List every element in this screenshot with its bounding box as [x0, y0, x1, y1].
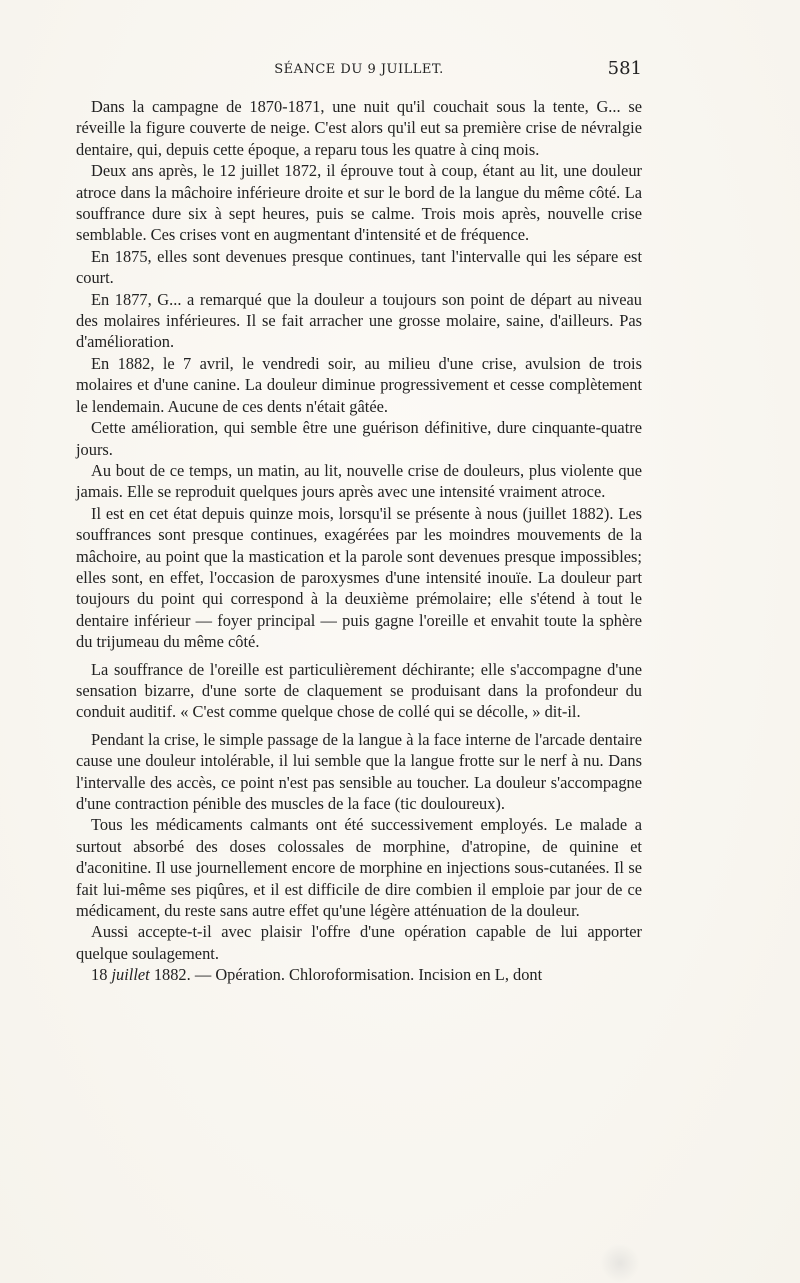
paragraph: Aussi accepte-t-il avec plaisir l'offre d'une opération capable de lui apporter quelque soulagement.	[76, 922, 642, 963]
date-month: juillet	[111, 965, 150, 985]
page-header	[76, 56, 642, 86]
final-line	[76, 964, 642, 985]
paper-speck	[600, 1243, 640, 1283]
body-text	[76, 96, 642, 986]
paragraph: Pendant la crise, le simple passage de la langue à la face interne de l'arcade dentaire cause une douleur intolérable, il lui semble que la langue frotte sur le nerf à nu. Dans l'intervalle des accès, ce point n'est pas sensible au toucher. La douleur s'accompagne d'une contraction pénible des muscles de la face (tic douloureux).	[76, 729, 642, 813]
paragraph: Au bout de ce temps, un matin, au lit, nouvelle crise de douleurs, plus violente que jamais. Elle se reproduit quelques jours après avec une intensité vraiment atroce.	[76, 460, 642, 502]
paragraph: En 1882, le 7 avril, le vendredi soir, au milieu d'une crise, avulsion de trois molaires et d'une canine. La douleur diminue progressivement et cesse complètement le lendemain. Aucune de ces dents n'était gâtée.	[76, 353, 642, 416]
paragraph: En 1875, elles sont devenues presque continues, tant l'intervalle qui les sépare est court.	[76, 246, 642, 288]
paragraph: En 1877, G... a remarqué que la douleur a toujours son point de départ au niveau des molaires inférieures. Il se fait arracher une grosse molaire, saine, d'ailleurs. Pas d'amélioration.	[76, 289, 642, 352]
running-title: SÉANCE DU 9 JUILLET.	[274, 62, 444, 77]
paragraph: La souffrance de l'oreille est particulièrement déchirante; elle s'accompagne d'une sensation bizarre, d'une sorte de claquement se produisant dans la profondeur du conduit auditif. « C'est comme quelque chose de collé qui se décolle, » dit-il.	[76, 659, 642, 722]
final-line-rest: 1882. — Opération. Chloroformisation. Incision en L, dont	[149, 965, 543, 985]
paragraph: Deux ans après, le 12 juillet 1872, il éprouve tout à coup, étant au lit, une douleur atroce dans la mâchoire inférieure droite et sur le bord de la langue du même côté. La souffrance dure six à sept heures, puis se calme. Trois mois après, nouvelle crise semblable. Ces crises vont en augmentant d'intensité et de fréquence.	[76, 161, 642, 245]
paragraph: Tous les médicaments calmants ont été successivement employés. Le malade a surtout absorbé des doses colossales de morphine, d'atropine, de quinine et d'aconitine. Il use journellement encore de morphine en injections sous-cutanées. Il se fait lui-même ses piqûres, et il est difficile de dire combien il emploie par jour de ce médicament, du reste sans autre effet qu'une légère atténuation de la douleur.	[76, 815, 642, 921]
date-number: 18	[91, 965, 108, 985]
page-number: 581	[607, 58, 642, 79]
paragraph: Cette amélioration, qui semble être une guérison définitive, dure cinquante-quatre jours.	[76, 418, 642, 459]
paragraph: Dans la campagne de 1870-1871, une nuit qu'il couchait sous la tente, G... se réveille la figure couverte de neige. C'est alors qu'il eut sa première crise de névralgie dentaire, qui, depuis cette époque, a reparu tous les quatre à cinq mois.	[76, 97, 642, 159]
paragraph: Il est en cet état depuis quinze mois, lorsqu'il se présente à nous (juillet 1882). Les souffrances sont presque continues, exagérées par les moindres mouvements de la mâchoire, au point que la mastication et la parole sont devenues presque impossibles; elles sont, en effet, l'occasion de paroxysmes d'une intensité inouïe. La douleur part toujours du point qui correspond à la deuxième prémolaire; elle s'étend à tout le dentaire inférieur — foyer principal — puis gagne l'oreille et envahit toute la sphère du trijumeau du même côté.	[76, 503, 642, 652]
